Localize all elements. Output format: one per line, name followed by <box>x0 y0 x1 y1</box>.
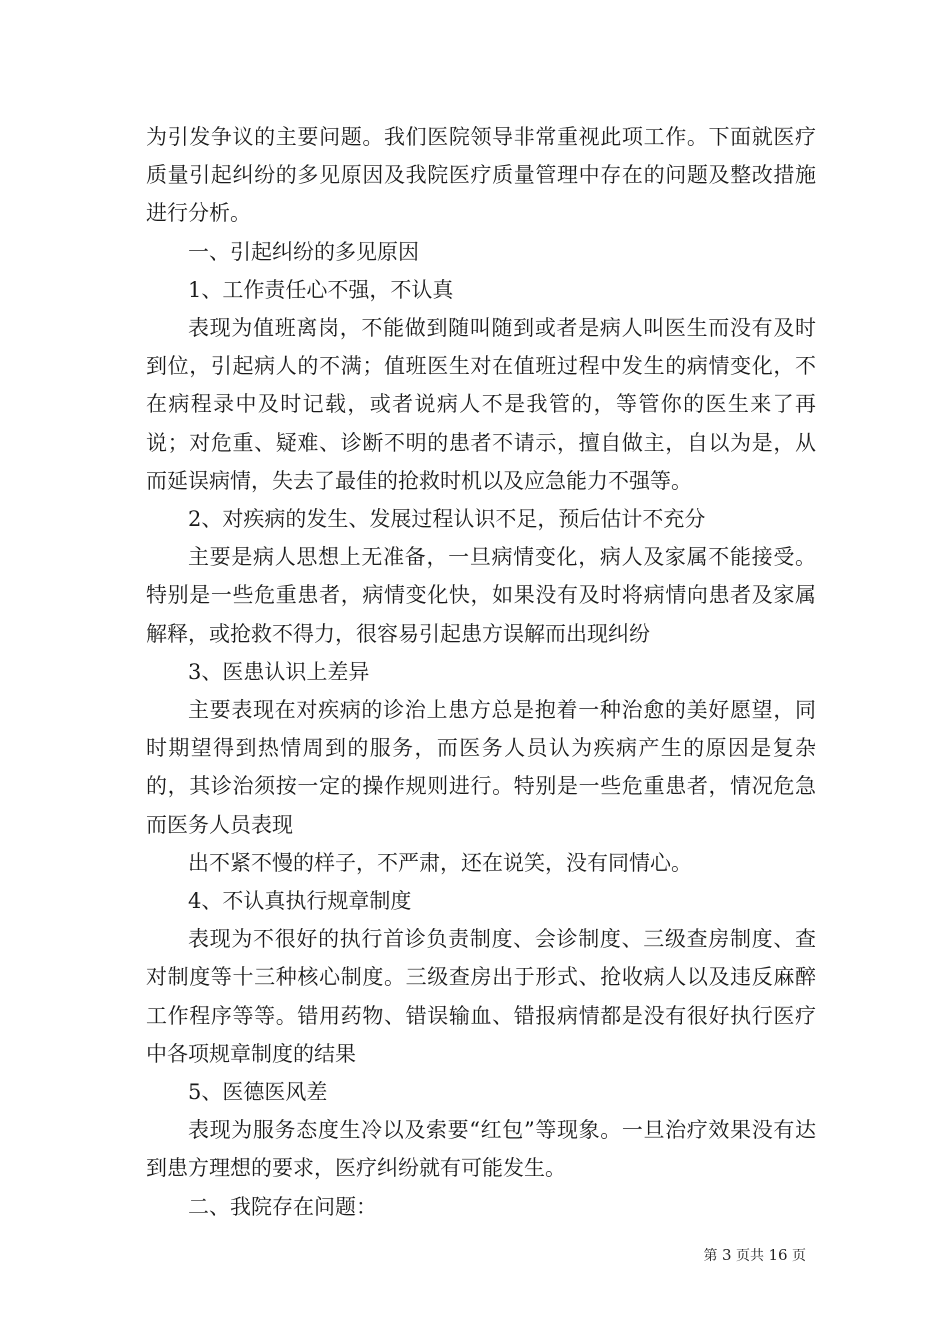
footer-total-pages: 16 <box>768 1246 788 1264</box>
subheading-4: 4、不认真执行规章制度 <box>188 889 412 914</box>
footer-prefix: 第 <box>703 1248 718 1264</box>
section-heading-problems: 二、我院存在问题： <box>188 1194 377 1219</box>
paragraph-4: 表现为不很好的执行首诊负责制度、会诊制度、三级查房制度、查对制度等十三种核心制度。三级查房出于形式、抢收病人以及违反麻醉工作程序等等。错用药物、错误输血、错报病情都是没有很好执行医疗中各项规章制度的结果 <box>146 927 816 1066</box>
footer-suffix: 页 <box>792 1248 806 1264</box>
footer-middle: 页共 <box>736 1248 764 1264</box>
paragraph-3: 主要表现在对疾病的诊治上患方总是抱着一种治愈的美好愿望，同时期望得到热情周到的服务，而医务人员认为疾病产生的原因是复杂的，其诊治须按一定的操作规则进行。特别是一些危重患者，情况危急而医务人员表现 <box>146 698 816 837</box>
subheading-2: 2、对疾病的发生、发展过程认识不足，预后估计不充分 <box>188 507 706 532</box>
subheading-5: 5、医德医风差 <box>188 1080 328 1105</box>
footer-current-page: 3 <box>722 1246 732 1264</box>
page-footer <box>704 1245 806 1265</box>
subheading-1: 1、工作责任心不强，不认真 <box>188 277 454 302</box>
section-heading-causes: 一、引起纠纷的多见原因 <box>188 239 419 264</box>
subheading-3: 3、医患认识上差异 <box>188 659 370 684</box>
paragraph-1: 表现为值班离岗，不能做到随叫随到或者是病人叫医生而没有及时到位，引起病人的不满；值班医生对在值班过程中发生的病情变化，不在病程录中及时记载，或者说病人不是我管的，等管你的医生来了再说；对危重、疑难、诊断不明的患者不请示，擅自做主，自以为是，从而延误病情，失去了最佳的抢救时机以及应急能力不强等。 <box>146 316 816 493</box>
paragraph-3-continued: 出不紧不慢的样子，不严肃，还在说笑，没有同情心。 <box>188 850 692 875</box>
paragraph-2: 主要是病人思想上无准备，一旦病情变化，病人及家属不能接受。特别是一些危重患者，病情变化快，如果没有及时将病情向患者及家属解释，或抢救不得力，很容易引起患方误解而出现纠纷 <box>146 545 816 646</box>
paragraph-intro: 为引发争议的主要问题。我们医院领导非常重视此项工作。下面就医疗质量引起纠纷的多见原因及我院医疗质量管理中存在的问题及整改措施进行分析。 <box>146 125 816 226</box>
document-body <box>146 118 816 1226</box>
paragraph-5: 表现为服务态度生冷以及索要“红包”等现象。一旦治疗效果没有达到患方理想的要求，医疗纠纷就有可能发生。 <box>146 1118 816 1181</box>
